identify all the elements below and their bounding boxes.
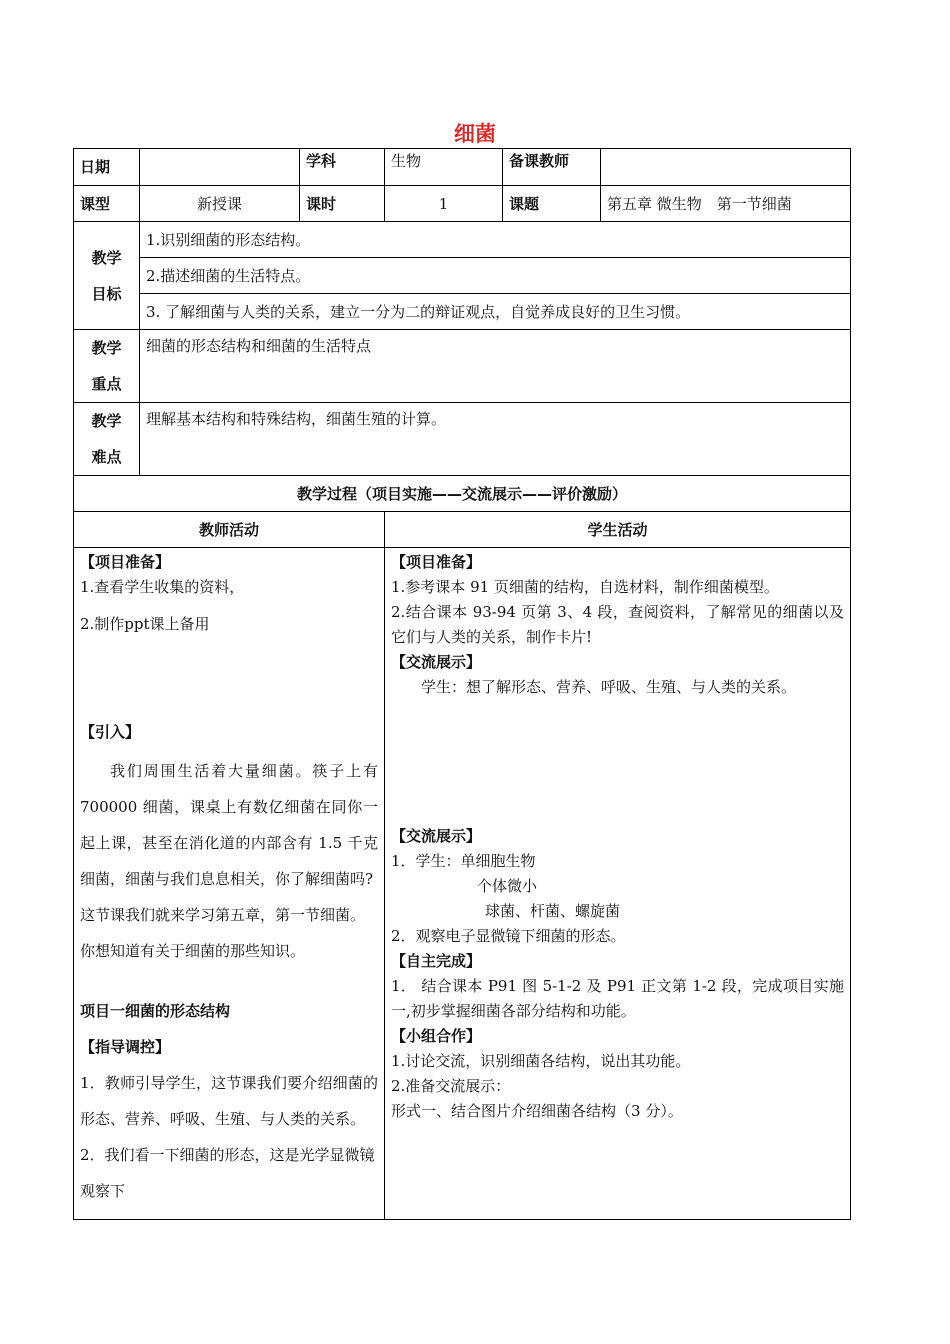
teacher-activity-cell <box>74 548 385 1220</box>
process-title: 教学过程（项目实施——交流展示——评价激励） <box>74 476 851 512</box>
goals-label-1: 教学 <box>91 248 122 267</box>
project-one-heading: 项目一细菌的形态结构 <box>80 1002 231 1020</box>
lesson-plan-table <box>73 148 851 1220</box>
student-show2-3: 球菌、杆菌、螺旋菌 <box>485 902 621 920</box>
teacher-guide-heading: 【指导调控】 <box>80 1038 171 1056</box>
type-value: 新授课 <box>140 186 300 222</box>
student-group-3: 形式一、结合图片介绍细菌各结构（3 分）。 <box>391 1102 683 1120</box>
keypoints-text: 细菌的形态结构和细菌的生活特点 <box>140 330 851 403</box>
teacher-value <box>601 149 851 186</box>
student-prep-2: 2.结合课本 93-94 页第 3、4 段，查阅资料，了解常见的细菌以及它们与人类的关系，制作卡片! <box>391 603 844 646</box>
teacher-intro-paragraph: 我们周围生活着大量细菌。筷子上有 700000 细菌，课桌上有数亿细菌在同你一起上课，甚至在消化道的内部含有 1.5 千克细菌，细菌与我们息息相关，你了解细菌吗? <box>80 762 378 888</box>
student-column-title: 学生活动 <box>385 512 851 548</box>
goal-item-1: 1.识别细菌的形态结构。 <box>140 222 851 258</box>
student-prep-1: 1.参考课本 91 页细菌的结构，自选材料，制作细菌模型。 <box>391 578 779 596</box>
difficulties-text: 理解基本结构和特殊结构，细菌生殖的计算。 <box>140 403 851 476</box>
topic-value: 第五章 微生物 第一节细菌 <box>601 186 851 222</box>
student-show2-4: 2．观察电子显微镜下细菌的形态。 <box>391 927 626 945</box>
student-show2-heading: 【交流展示】 <box>391 827 482 845</box>
difficulties-label-2: 难点 <box>91 448 122 466</box>
teacher-column-title: 教师活动 <box>74 512 385 548</box>
student-show2-2: 个体微小 <box>477 877 538 895</box>
period-value: 1 <box>385 186 503 222</box>
difficulties-label-1: 教学 <box>91 412 122 430</box>
keypoints-label-1: 教学 <box>91 339 122 357</box>
teacher-guide-2: 2．我们看一下细菌的形态，这是光学显微镜观察下 <box>80 1146 375 1200</box>
page-title: 细菌 <box>454 122 496 146</box>
date-label: 日期 <box>74 149 140 186</box>
student-group-2: 2.准备交流展示： <box>391 1077 511 1095</box>
teacher-label: 备课教师 <box>503 149 601 186</box>
goal-item-3: 3. 了解细菌与人类的关系，建立一分为二的辩证观点，自觉养成良好的卫生习惯。 <box>140 294 851 330</box>
student-activity-cell <box>385 548 851 1220</box>
teacher-prep-2: 2.制作ppt课上备用 <box>80 615 210 633</box>
keypoints-label <box>74 330 140 403</box>
teacher-prep-1: 1.查看学生收集的资料， <box>80 578 245 596</box>
keypoints-label-2: 重点 <box>91 375 122 393</box>
topic-label: 课题 <box>503 186 601 222</box>
goals-label-2: 目标 <box>91 284 122 303</box>
student-show2-1: 1．学生：单细胞生物 <box>391 852 536 870</box>
student-self-1: 1． 结合课本 P91 图 5-1-2 及 P91 正文第 1-2 段，完成项目实施一,初步掌握细菌各部分结构和功能。 <box>391 977 844 1020</box>
date-value <box>140 149 300 186</box>
subject-value: 生物 <box>385 149 503 186</box>
teacher-guide-1: 1．教师引导学生，这节课我们要介绍细菌的形态、营养、呼吸、生殖、与人类的关系。 <box>80 1074 378 1128</box>
teacher-intro-line-2: 这节课我们就来学习第五章，第一节细菌。 <box>80 906 366 924</box>
teacher-intro-heading: 【引入】 <box>80 723 141 741</box>
student-show-1: 学生：想了解形态、营养、呼吸、生殖、与人类的关系。 <box>421 678 797 696</box>
student-group-heading: 【小组合作】 <box>391 1027 482 1045</box>
goal-item-2: 2.描述细菌的生活特点。 <box>140 258 851 294</box>
teacher-intro-line-3: 你想知道有关于细菌的那些知识。 <box>80 942 306 960</box>
goals-label <box>74 222 140 330</box>
subject-label: 学科 <box>300 149 385 186</box>
student-show-heading: 【交流展示】 <box>391 653 482 671</box>
student-prep-heading: 【项目准备】 <box>391 553 482 571</box>
teacher-prep-heading: 【项目准备】 <box>80 553 171 571</box>
difficulties-label <box>74 403 140 476</box>
type-label: 课型 <box>74 186 140 222</box>
student-group-1: 1.讨论交流，识别细菌各结构，说出其功能。 <box>391 1052 691 1070</box>
period-label: 课时 <box>300 186 385 222</box>
student-self-heading: 【自主完成】 <box>391 952 482 970</box>
